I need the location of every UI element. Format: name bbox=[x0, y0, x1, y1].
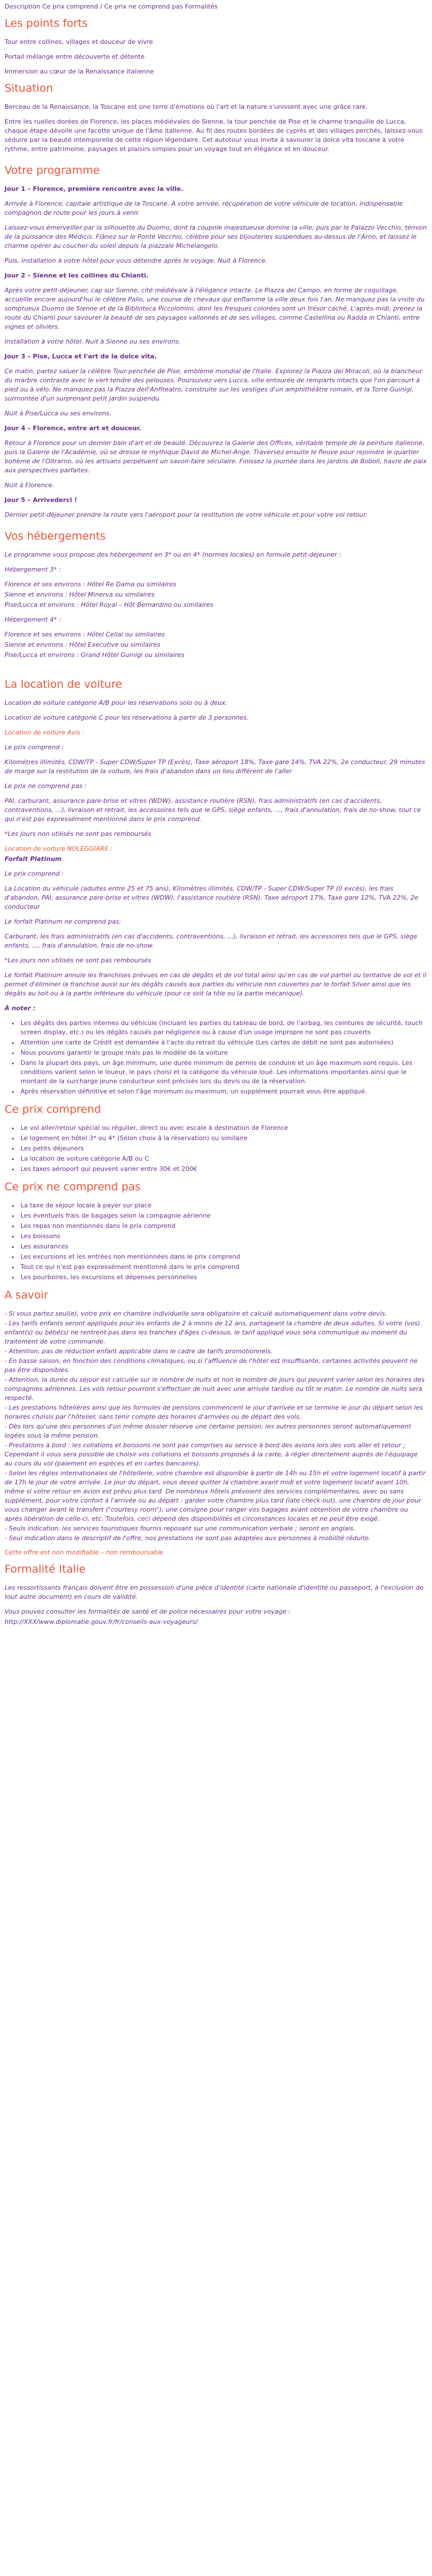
noleggiare-prix-label: Le prix comprend : bbox=[5, 870, 64, 877]
formalite-paragraph: Vous pouvez consulter les formalités de santé et de police nécessaires pour votre voyage : bbox=[5, 1608, 291, 1615]
list-item: • Les petits déjeuners bbox=[19, 1144, 427, 1153]
savoir-item: - Attention, la durée du séjour est calculée sur le nombre de nuits et non le nombre de jours qui peuvent varier selon les horaires des compagnies aériennes. Les vols retour pourront s'effectuer de nuit avec une arrivée tardive ou tôt le matin. Le nombre de nuits sera respecté. bbox=[5, 1376, 425, 1402]
situation-paragraph: Berceau de la Renaissance, la Toscane est une terre d'émotions où l'art et la nature s'unissent avec une grâce rare. bbox=[5, 103, 368, 111]
avis-prix-comprend-label: Le prix comprend : bbox=[5, 744, 64, 751]
avis-note: *Les jours non utilisés ne sont pas remboursés bbox=[5, 830, 152, 838]
noter-label: À noter : bbox=[5, 1005, 36, 1012]
formalite-title: Formalité Italie bbox=[5, 1563, 86, 1575]
day-title: Jour 5 – Arrivederci ! bbox=[5, 496, 78, 504]
savoir-item: - Si vous partez seul(e), votre prix en chambre individuelle sera obligatoire et calculé automatiquement dans votre devis. bbox=[5, 1310, 387, 1317]
points-forts-item: Tour entre collines, villages et douceur de vivre bbox=[5, 38, 153, 46]
list-item: • Après réservation définitive et selon l'âge minimum ou maximum, un supplément pourrait vous être appliqué. bbox=[19, 1087, 427, 1096]
day-paragraph: Installation à votre hôtel. Nuit à Sienne ou ses environs. bbox=[5, 338, 181, 345]
noleggiare-exclus: Carburant, les frais administratifs (en cas d'accidents, contraventions, ...), livraison et retrait, les accessoires tels que le GPS, siège enfants, ..., frais d'annulation, frais de no-show. bbox=[5, 933, 417, 949]
day-title: Jour 3 – Pise, Lucca et l'art de la dolce vita. bbox=[5, 353, 157, 360]
hebergements-cat3-label: Hébergement 3* : bbox=[5, 566, 62, 573]
savoir-item: - Seuls indication, les services touristiques fournis reposant sur une communication verbale ; seront en anglais. bbox=[5, 1525, 356, 1532]
list-item: • Les boissons bbox=[19, 1232, 427, 1241]
hotel-line: Sienne et environs : Hôtel Executive ou similaires bbox=[5, 641, 161, 648]
day-paragraph: Retour à Florence pour un dernier bain d'art et de beauté. Découvrez la Galerie des Offices, véritable temple de la peinture italienne, puis la Galerie de l'Académie, où se dresse le mythique David de Michel-Ange. Traversez ensuite le fleuve pour rejoindre le quartier bohème de l'Oltrarno, où les artisans perpétuent un savoir-faire séculaire. Finissez la journée dans les jardins de Boboli, havre de paix aux perspectives parfaites. bbox=[5, 439, 427, 474]
points-forts-item: Immersion au cœur de la Renaissance italienne bbox=[5, 68, 154, 75]
list-item: • Attention une carte de Crédit est demandée à l'acte du retrait du véhicule (Les cartes de débit ne sont pas autorisées) bbox=[19, 1038, 427, 1047]
list-item: • La taxe de séjour locale à payer sur place bbox=[19, 1201, 427, 1210]
hebergements-title: Vos hébergements bbox=[5, 530, 106, 542]
avis-title: Location de voiture Avis : bbox=[5, 729, 84, 736]
prix-ne-comprend-list bbox=[14, 1201, 427, 1282]
savoir-item: - Attention, pas de réduction enfant applicable dans le cadre de tarifs promotionnels. bbox=[5, 1348, 273, 1355]
savoir-item: - Seul indication dans le descriptif de l'offre, nos prestations ne sont pas adaptées aux personnes à mobilité réduite. bbox=[5, 1534, 371, 1542]
hebergements-cat4-list bbox=[5, 630, 427, 660]
noleggiare-inclus: La Location du véhicule (adultes entre 25 et 75 ans), Kilomètres illimités, CDW/TP - Super CDW/Super TP (0 excès), les frais d'abandon, PAI, assurance pare-brise et vitres (WDW), l'assistance routière (RSN), Taxe aéroport 17%, Taxe gare 12%, TVA 22%, 2e conducteur bbox=[5, 885, 419, 911]
situation-paragraph: Entre les ruelles dorées de Florence, les places médiévales de Sienne, la tour penchée de Pise et le charme tranquille de Lucca, chaque étape dévoile une facette unique de l'âme italienne. Au fil des routes bordées de cyprès et des villages perchés, laissez-vous séduire par la beauté intemporelle de cette région légendaire. Cet autotour vous invite à savourer la dolce vita toscane à votre rythme, entre patrimoine, paysages et plaisirs simples pour un voyage tout en élégance et en douceur. bbox=[5, 118, 423, 153]
noleggiare-sub: Forfait Platinum bbox=[5, 855, 62, 863]
list-item: • Tout ce qui n'est pas expressément mentionné dans le prix comprend bbox=[19, 1263, 427, 1272]
location-line: Location de voiture catégorie C pour les réservations à partir de 3 personnes. bbox=[5, 714, 249, 721]
day-title: Jour 1 – Florence, première rencontre avec la ville. bbox=[5, 185, 184, 193]
list-item: • Le logement en hôtel 3* ou 4* (Selon choix à la réservation) ou similaire bbox=[19, 1134, 427, 1143]
prix-comprend-title: Ce prix comprend bbox=[5, 1103, 101, 1116]
day-paragraph: Arrivée à Florence, capitale artistique de la Toscane. À votre arrivée, récupération de votre véhicule de location, indispensable compagnon de route pour les jours à venir. bbox=[5, 200, 403, 217]
list-item: • Le vol aller/retour spécial ou régulier, direct ou avec escale à destination de Florence bbox=[19, 1124, 427, 1133]
programme-title: Votre programme bbox=[5, 164, 100, 177]
hebergements-cat4-label: Hébergement 4* : bbox=[5, 616, 62, 623]
day-paragraph: Puis, installation à votre hôtel pour vous détendre après le voyage. Nuit à Florence. bbox=[5, 257, 268, 264]
prix-comprend-list bbox=[14, 1124, 427, 1174]
savoir-item: - Dès lors qu'une des personnes d'un même dossier réserve une certaine pension, les autres personnes seront automatiquement logées sous la même pension. bbox=[5, 1423, 411, 1439]
list-item: • Les excursions et les entrées non mentionnées dans le prix comprend bbox=[19, 1252, 427, 1262]
prix-ne-comprend-title: Ce prix ne comprend pas bbox=[5, 1181, 141, 1193]
day-paragraph: Nuit à Florence. bbox=[5, 481, 54, 489]
savoir-item: - Prestations à bord : les collations et boissons ne sont pas comprises au service à bord des avions lors des vols aller et retour ; Cependant il vous sera possible de choisir vos collations et boissons proposés à la carte, à régler directement auprès de l'équipage au cours du vol (paiement en espèces et en cartes bancaires). bbox=[5, 1442, 418, 1467]
noleggiare-note: *Les jours non utilisés ne sont pas remboursés bbox=[5, 957, 152, 964]
list-item: • Nous pouvons garantir le groupe mais pas le modèle de la voiture bbox=[19, 1048, 427, 1058]
platinum-text: Le forfait Platinum annule les franchises prévues en cas de dégâts et de vol total ainsi qu'en cas de vol partiel ou tentative de vol et il permet d'éliminer la franchise aussi sur les dégâts causés aux parties du véhicule non couvertes par le forfait Silver ainsi que les dégâts au toit ou à la partie inférieure du véhicule (pour ce soit la tôle ou la partie mécanique). bbox=[5, 971, 426, 997]
hotel-line: Sienne et environs : Hôtel Minerva ou similaires bbox=[5, 591, 155, 598]
day-paragraph: Après votre petit-déjeuner, cap sur Sienne, cité médiévale à l'élégance intacte. Le Piazza del Campo, en forme de coquillage, accueille encore aujourd'hui le célèbre Palio, une course de chevaux qui enflamme la ville deux fois l'an. Ne manquez pas la visite du somptueux Duomo de Sienne et de la Biblioteca Piccolomini, dont les fresques colorées sont un trésor caché. L'après-midi, prenez la route du Chianti pour savourer la beauté de ses paysages vallonnés et de ses villages, comme Castellina ou Radda in Chianti, entre vignes et oliviers. bbox=[5, 287, 425, 330]
list-item: • Les éventuels frais de bagages selon la compagnie aérienne bbox=[19, 1211, 427, 1220]
description-line: Description Ce prix comprend / Ce prix ne comprend pas Formalités bbox=[5, 3, 218, 10]
list-item: • Les repas non mentionnés dans le prix comprend bbox=[19, 1222, 427, 1231]
location-title: La location de voiture bbox=[5, 678, 123, 691]
list-item: • Les pourboires, les excursions et dépenses personnelles bbox=[19, 1273, 427, 1282]
day-paragraph: Ce matin, partez saluer la célèbre Tour penchée de Pise, emblème mondial de l'Italie. Explorez la Piazza dei Miracoli, où la blancheur du marbre contraste avec le vert tendre des pelouses. Poursuivez vers Lucca, ville entourée de remparts intacts que l'on parcourt à pied ou à vélo. Ne manquez pas la Piazza dell'Anfiteatro, construite sur les vestiges d'un amphithéâtre romain, et la Torre Guinigi, surmontée d'un surprenant petit jardin suspendu. bbox=[5, 368, 422, 402]
hotel-line: Pise/Lucca et environs : Grand Hôtel Guinigi ou similaires bbox=[5, 651, 185, 659]
day-title: Jour 2 – Sienne et les collines du Chianti. bbox=[5, 272, 149, 279]
savoir-list bbox=[5, 1309, 427, 1543]
formalite-paragraph: Les ressortissants français doivent être en possession d'une pièce d'identité (carte nationale d'identité ou passeport, à l'exclusion de tout autre document) en cours de validité. bbox=[5, 1584, 423, 1601]
savoir-item: - En basse saison, en fonction des conditions climatiques, ou si l'affluence de l'hôtel est insuffisante, certaines activités peuvent ne pas être disponibles. bbox=[5, 1357, 418, 1374]
savoir-item: - Selon les règles internationales de l'hôtellerie, votre chambre est disponible à partir de 14h ou 15h et votre logement locatif à partir de 17h le jour de votre arrivée. Le jour du départ, vous devez quitter la chambre avant midi et votre logement locatif avant 10h, même si votre retour en avion est prévu plus tard. De nombreux hôtels prévoient des services complémentaires, avec ou sans supplément, pour votre confort à l'arrivée ou au départ : garder votre chambre plus tard (late check-out), une chambre de jour pour vous changer avant le transfert ("courtesy room"), une consigne pour ranger vos bagages avant obtention de votre chambre ou après libération de celle-ci, etc. Toutefois, ceci dépend des disponibilités et circonstances locales et ne peut être exigé. bbox=[5, 1469, 426, 1522]
points-forts-title: Les points forts bbox=[5, 17, 88, 30]
hebergements-intro: Le programme vous propose des hébergement en 3* ou en 4* (normes locales) en formule petit-déjeuner : bbox=[5, 551, 341, 558]
hebergements-cat3-list bbox=[5, 580, 427, 610]
list-item: • Les dégâts des parties internes du véhicule (incluant les parties du tableau de bord, de l'airbag, les ceintures de sécurité, touch screen display, etc.) ou les dégâts causés par négligence ou à cause d'un usage impropre ne sont pas couverts bbox=[19, 1019, 427, 1037]
situation-title: Situation bbox=[5, 82, 53, 95]
offre-note: Cette offre est non modifiable – non remboursable bbox=[5, 1549, 164, 1556]
list-item: • Dans la plupart des pays, un âge minimum, une durée minimum de permis de conduire et un âge maximum sont requis. Les conditions varient selon le loueur, le pays choisi et la catégorie du véhicule loué. Les informations importantes ainsi que le montant de la surcharge jeune conducteur sont précisés lors du devis ou de la réservation. bbox=[19, 1059, 427, 1086]
list-item: • La location de voiture catégorie A/B ou C bbox=[19, 1154, 427, 1164]
list-item: • Les assurances bbox=[19, 1242, 427, 1251]
hotel-line: Florence et ses environs : Hôtel Cellai ou similaires bbox=[5, 631, 165, 638]
avis-prix-ne-comprend-label: Le prix ne comprend pas : bbox=[5, 782, 87, 790]
day-paragraph: Dernier petit-déjeuner prendre la route vers l'aéroport pour la restitution de votre véhicule et pour votre vol retour. bbox=[5, 511, 368, 519]
list-item: • Les taxes aéroport qui peuvent varier entre 30€ et 200€ bbox=[19, 1165, 427, 1174]
noter-list bbox=[14, 1019, 427, 1096]
avis-inclus: Kilomètres illimités, CDW/TP - Super CDW/Super TP (Excès), Taxe aéroport 18%, Taxe gare 14%, TVA 22%, 2e conducteur, 29 minutes de marge sur la restitution de la voiture, les frais d'abandon dans un lieu différent de l'aller bbox=[5, 758, 425, 775]
day-title: Jour 4 – Florence, entre art et douceur. bbox=[5, 424, 141, 432]
day-paragraph: Laissez-vous émerveiller par la silhouette du Duomo, dont la coupole majestueuse domine la ville, puis par le Palazzo Vecchio, témoin de la puissance des Médicis. Flânez sur le Ponte Vecchio, célèbre pour ses bijouteries suspendues au-dessus de l'Arno, et laissez le charme opérer au coucher du soleil depuis la piazzale Michelangelo. bbox=[5, 224, 427, 250]
hotel-line: Florence et ses environs : Hôtel Re Dama ou similaires bbox=[5, 581, 177, 588]
noleggiare-exclus-label: Le forfait Platinum ne comprend pas: bbox=[5, 918, 121, 925]
day-paragraph: Nuit à Pise/Lucca ou ses environs. bbox=[5, 410, 112, 417]
savoir-title: A savoir bbox=[5, 1289, 48, 1301]
avis-exclus: PAI, carburant, assurance pare-brise et vitres (WDW), assistance routière (RSN), frais administratifs (en cas d'accidents, contraventions, ...), livraison et retrait, les accessoires tels que le GPS, siège enfants, ..., frais d'annulation, frais de no-show, tout ce qui n'est pas expressément mentionné dans le prix comprend. bbox=[5, 797, 421, 823]
location-line: Location de voiture catégorie A/B pour les réservations solo ou à deux. bbox=[5, 699, 228, 707]
noleggiare-title: Location de voiture NOLEGGIARE : bbox=[5, 845, 113, 852]
savoir-item: - Les prestations hôtelières ainsi que les formules de pensions commencent le jour d'arrivée et se termine le jour du départ selon les horaires choisis par l'hôtelier, sans tenir compte des horaires d'arrivées ou de départ des vols. bbox=[5, 1404, 423, 1420]
points-forts-item: Portail mélange entre découverte et détente bbox=[5, 53, 145, 60]
formalite-link[interactable]: http://XXX/www.diplomatie.gouv.fr/fr/conseils-aux-voyageurs/ bbox=[5, 1618, 198, 1626]
savoir-item: - Les tarifs enfants seront appliqués pour les enfants de 2 à moins de 12 ans, partageant la chambre de deux adultes. Si votre (vos) enfant(s) ou bébé(s) ne rentrent pas dans les tranches d'âges ci-dessus, le tarif appliqué vous sera communiqué au moment du traitement de votre commande. bbox=[5, 1320, 421, 1345]
hotel-line: Pise/Lucca et environs : Hôtel Royal – Hôt Bernardino ou similaires bbox=[5, 601, 214, 609]
